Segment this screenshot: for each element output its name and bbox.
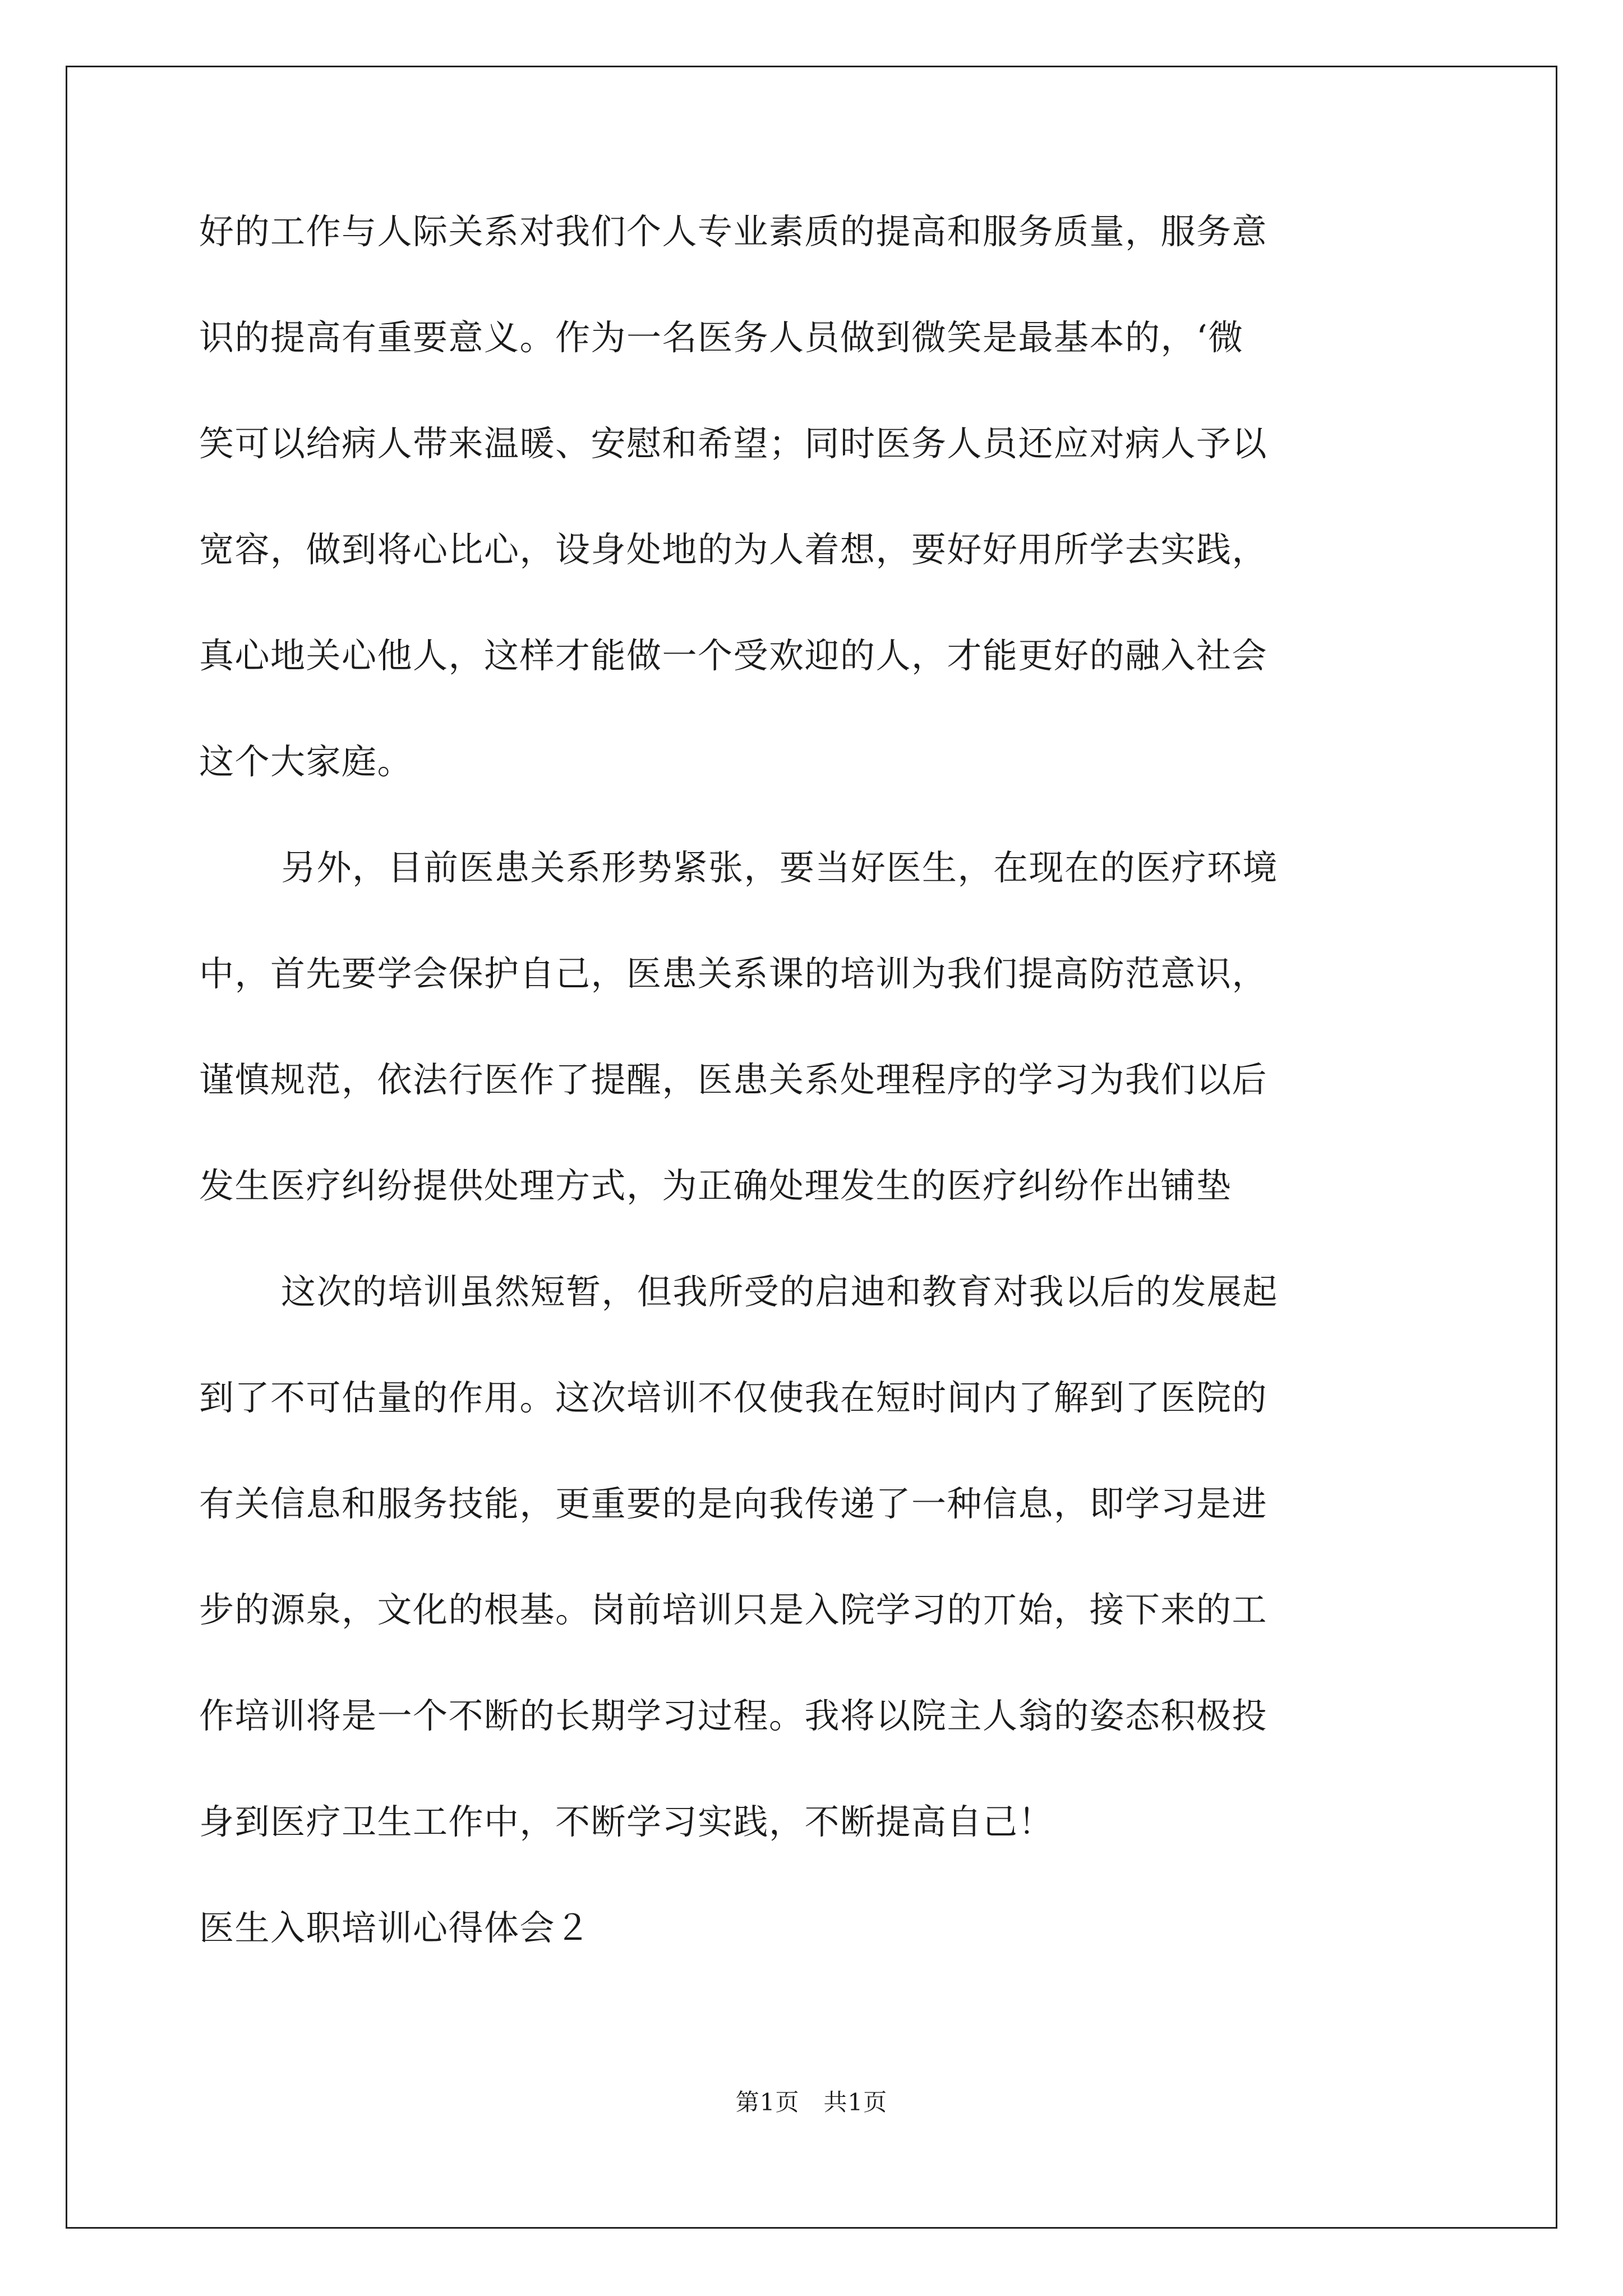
text-line: 这个大家庭。 bbox=[199, 741, 413, 782]
text-line: 谨慎规范，依法行医作了提醒，医患关系处理程序的学习为我们以后 bbox=[199, 1059, 1268, 1100]
paragraph-3 bbox=[199, 1271, 1424, 1842]
text-line: 笑可以给病人带来温暖、安慰和希望；同时医务人员还应对病人予以 bbox=[199, 423, 1268, 464]
text-line: 身到医疗卫生工作中，不断学习实践，不断提高自己！ bbox=[199, 1801, 1054, 1842]
paragraph-1 bbox=[199, 211, 1424, 782]
document-body bbox=[199, 211, 1424, 2017]
text-line: 中，首先要学会保护自己，医患关系课的培训为我们提高防范意识， bbox=[199, 953, 1268, 994]
text-line: 好的工作与人际关系对我们个人专业素质的提高和服务质量，服务意 bbox=[199, 211, 1268, 252]
text-line: 这次的培训虽然短暂，但我所受的启迪和教育对我以后的发展起 bbox=[281, 1271, 1279, 1312]
text-line: 作培训将是一个不断的长期学习过程。我将以院主人翁的姿态积极投 bbox=[199, 1695, 1268, 1736]
text-line: 到了不可估量的作用。这次培训不仅使我在短时间内了解到了医院的 bbox=[199, 1377, 1268, 1418]
text-line: 真心地关心他人，这样才能做一个受欢迎的人，才能更好的融入社会 bbox=[199, 635, 1268, 676]
text-line: 有关信息和服务技能，更重要的是向我传递了一种信息，即学习是进 bbox=[199, 1483, 1268, 1524]
text-line: 宽容，做到将心比心，设身处地的为人着想，要好好用所学去实践， bbox=[199, 529, 1268, 570]
page-footer: 第1页 共1页 bbox=[735, 2088, 888, 2116]
text-line: 发生医疗纠纷提供处理方式，为正确处理发生的医疗纠纷作出铺垫 bbox=[199, 1165, 1232, 1206]
text-line: 步的源泉，文化的根基。岗前培训只是入院学习的丌始，接下来的工 bbox=[199, 1589, 1268, 1630]
paragraph-2 bbox=[199, 847, 1424, 1206]
text-line: 识的提高有重要意义。作为一名医务人员做到微笑是最基本的，‘微 bbox=[199, 317, 1244, 358]
text-line: 另外，目前医患关系形势紧张，要当好医生，在现在的医疗环境 bbox=[281, 847, 1279, 888]
section-heading: 医生入职培训心得体会２ bbox=[199, 1907, 591, 1948]
